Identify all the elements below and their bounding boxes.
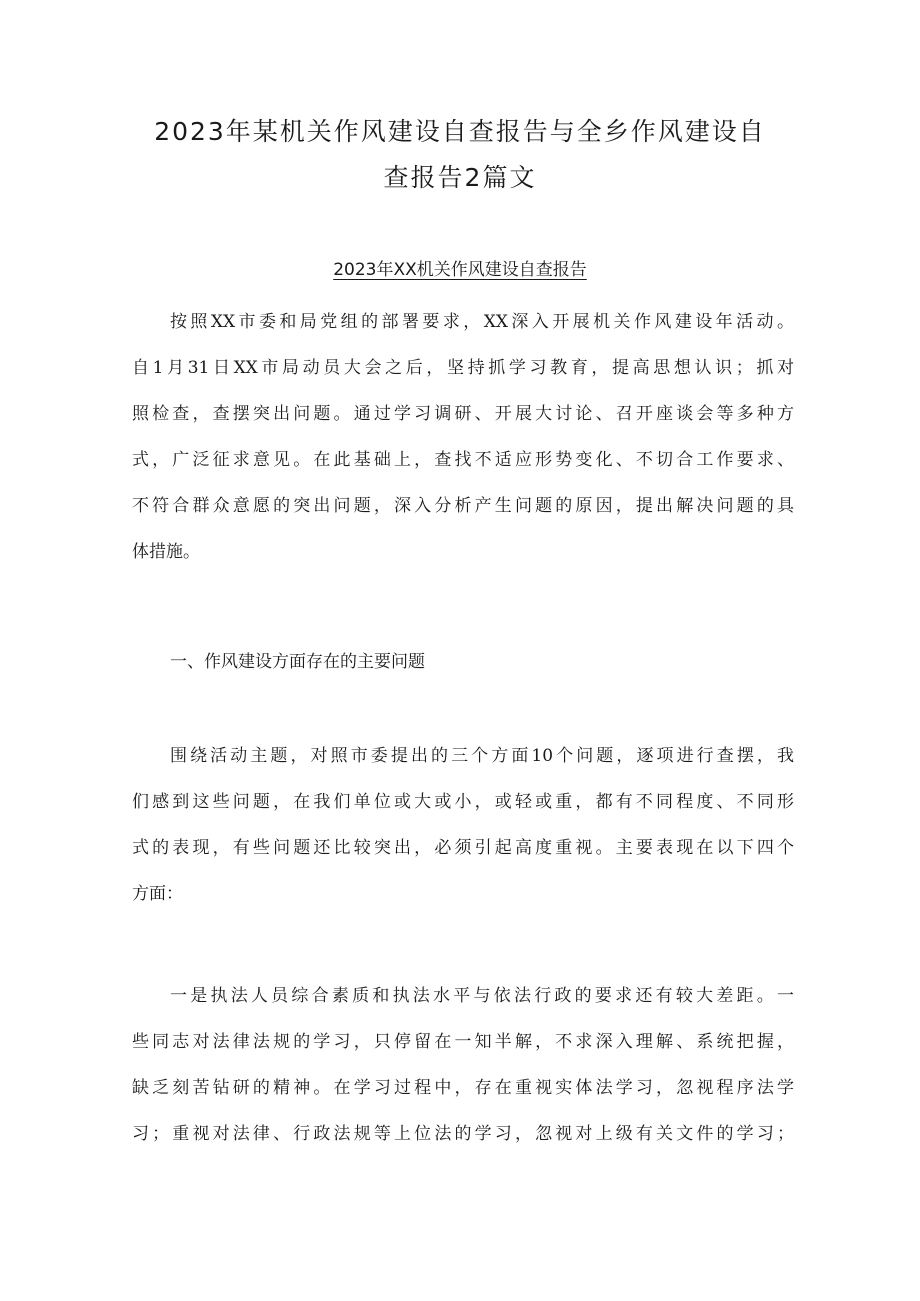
paragraph-1-line-1: 按照XX市委和局党组的部署要求，XX深入开展机关作风建设年活动。 bbox=[170, 312, 794, 332]
document-title-line-2: 查报告2篇文 bbox=[383, 163, 537, 192]
paragraph-2-line-3: 式的表现，有些问题还比较突出，必须引起高度重视。主要表现在以下四个 bbox=[132, 838, 794, 858]
paragraph-2-line-1: 围绕活动主题，对照市委提出的三个方面10个问题，逐项进行查摆，我 bbox=[170, 746, 794, 766]
report-subtitle bbox=[120, 256, 800, 284]
paragraph-1-line-5: 不符合群众意愿的突出问题，深入分析产生问题的原因，提出解决问题的具 bbox=[132, 496, 794, 516]
paragraph-1-line-6: 体措施。 bbox=[132, 542, 200, 562]
paragraph-2-line-4: 方面： bbox=[132, 884, 183, 904]
paragraph-3-line-1: 一是执法人员综合素质和执法水平与依法行政的要求还有较大差距。一 bbox=[170, 986, 794, 1006]
paragraph-3-line-3: 缺乏刻苦钻研的精神。在学习过程中，存在重视实体法学习，忽视程序法学 bbox=[132, 1078, 794, 1098]
paragraph-3-line-2: 些同志对法律法规的学习，只停留在一知半解，不求深入理解、系统把握， bbox=[132, 1032, 794, 1052]
report-subtitle-text: 2023年XX机关作风建设自查报告 bbox=[333, 260, 587, 280]
paragraph-2-line-2: 们感到这些问题，在我们单位或大或小，或轻或重，都有不同程度、不同形 bbox=[132, 792, 794, 812]
paragraph-3-line-4: 习；重视对法律、行政法规等上位法的学习，忽视对上级有关文件的学习； bbox=[132, 1124, 794, 1144]
document-title-line-1: 2023年某机关作风建设自查报告与全乡作风建设自 bbox=[154, 117, 766, 146]
paragraph-1-line-4: 式，广泛征求意见。在此基础上，查找不适应形势变化、不切合工作要求、 bbox=[132, 450, 794, 470]
paragraph-1-line-2: 自1月31日XX市局动员大会之后，坚持抓学习教育，提高思想认识；抓对 bbox=[132, 358, 794, 378]
section-heading: 一、作风建设方面存在的主要问题 bbox=[170, 652, 425, 672]
paragraph-1-line-3: 照检查，查摆突出问题。通过学习调研、开展大讨论、召开座谈会等多种方 bbox=[132, 404, 794, 424]
